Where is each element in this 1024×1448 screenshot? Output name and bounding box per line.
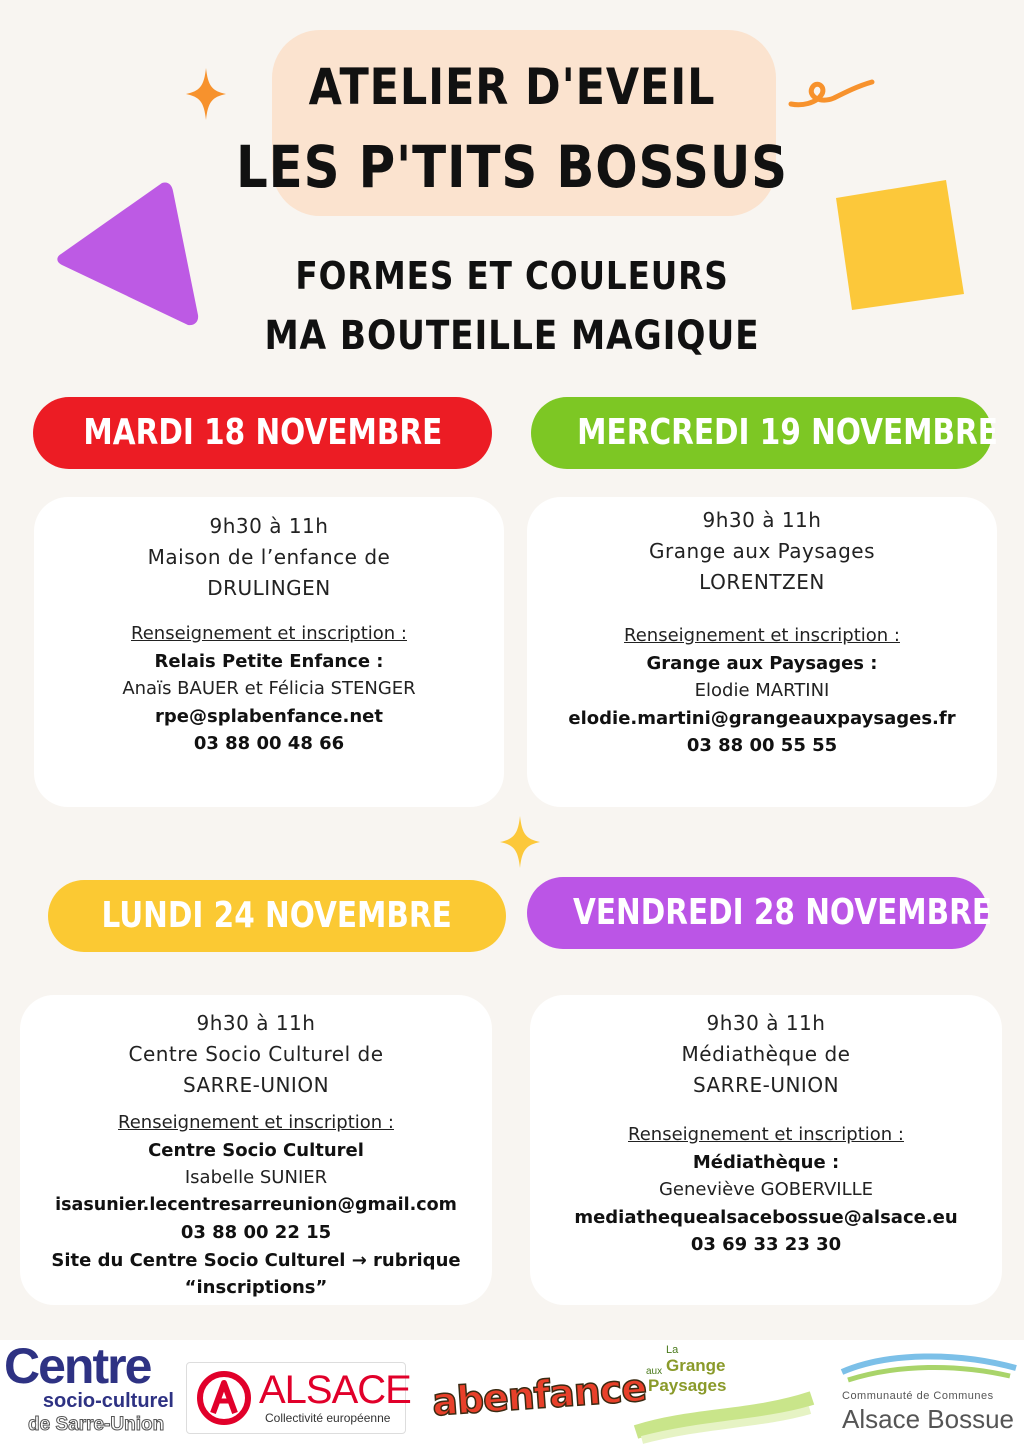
contact-name: Geneviève GOBERVILLE [658, 1179, 874, 1200]
contact-email[interactable]: mediathequealsacebossue@alsace.eu [574, 1206, 958, 1228]
organizer: Centre Socio Culturel [148, 1139, 364, 1161]
session-time: 9h30 à 11h [209, 514, 329, 538]
subtitle-line-2: MA BOUTEILLE MAGIQUE [264, 313, 760, 359]
logo-comcom-line1: Communauté de Communes [842, 1390, 994, 1402]
session-time: 9h30 à 11h [196, 1011, 316, 1035]
logo-grange-aux-paysages [632, 1344, 816, 1444]
day-banner-mercredi [531, 397, 998, 469]
contact-phone: 03 88 00 55 55 [686, 735, 838, 756]
session-time: 9h30 à 11h [702, 508, 822, 532]
day-banner-label: MARDI 18 NOVEMBRE [83, 412, 442, 453]
contact-phone: 03 69 33 23 30 [690, 1234, 842, 1255]
logo-alsace [186, 1362, 411, 1434]
subtitle-line-1: FORMES ET COULEURS [295, 254, 729, 298]
contact-email[interactable]: elodie.martini@grangeauxpaysages.fr [568, 707, 956, 729]
contact-name: Isabelle SUNIER [184, 1167, 328, 1188]
title-line-1: ATELIER D'EVEIL [308, 58, 716, 116]
website-note-line2: “inscriptions” [184, 1277, 328, 1298]
day-banner-mardi [33, 397, 492, 469]
day-banner-label: LUNDI 24 NOVEMBRE [101, 895, 453, 936]
organizer: Grange aux Paysages : [646, 652, 878, 674]
session-place-line1: Médiathèque de [681, 1042, 851, 1066]
session-place-line1: Centre Socio Culturel de [128, 1042, 384, 1066]
info-label: Renseignement et inscription : [624, 625, 900, 646]
session-card-mercredi [527, 497, 997, 807]
logo-alsace-tagline: Collectivité européenne [265, 1411, 391, 1425]
logo-grange-line2: Paysages [648, 1376, 727, 1395]
session-time: 9h30 à 11h [706, 1011, 826, 1035]
organizer: Médiathèque : [692, 1151, 840, 1173]
session-place-line2: SARRE-UNION [692, 1073, 840, 1097]
session-card-mardi [34, 497, 504, 807]
yellow-sparkle-icon [498, 814, 542, 870]
session-place-line1: Maison de l’enfance de [147, 545, 391, 569]
logo-abenfance: abenfance [430, 1365, 648, 1425]
contact-email[interactable]: rpe@splabenfance.net [155, 705, 383, 727]
logo-centre-word: Centre [4, 1338, 151, 1394]
info-label: Renseignement et inscription : [118, 1112, 394, 1133]
contact-phone: 03 88 00 22 15 [180, 1222, 332, 1243]
logo-centre-socio-culturel [4, 1338, 178, 1442]
logo-centre-line2: socio-culturel [42, 1390, 174, 1412]
partner-logos-strip [0, 1340, 1024, 1448]
logo-alsace-word: ALSACE [259, 1368, 411, 1412]
info-label: Renseignement et inscription : [131, 623, 407, 644]
contact-email[interactable]: isasunier.lecentresarreunion@gmail.com [55, 1194, 457, 1215]
contact-phone: 03 88 00 48 66 [193, 733, 345, 754]
info-label: Renseignement et inscription : [628, 1124, 904, 1145]
logo-grange-word: Grange [666, 1356, 726, 1375]
logo-comcom-line2: Alsace Bossue [842, 1404, 1014, 1434]
alsace-emblem-icon [195, 1369, 253, 1427]
session-place-line1: Grange aux Paysages [649, 539, 875, 563]
day-banner-vendredi [527, 877, 993, 949]
day-banner-lundi [48, 880, 506, 952]
alsace-bossue-waves-icon [838, 1346, 1020, 1386]
session-card-lundi [20, 995, 492, 1305]
day-banner-label: VENDREDI 28 NOVEMBRE [572, 892, 993, 933]
organizer: Relais Petite Enfance : [154, 650, 384, 672]
day-banner-label: MERCREDI 19 NOVEMBRE [577, 412, 998, 453]
logo-centre-line3: de Sarre-Union [28, 1414, 165, 1435]
contact-name: Elodie MARTINI [694, 680, 830, 701]
title-line-2: LES P'TITS BOSSUS [236, 133, 788, 201]
logo-grange-small: La [666, 1344, 679, 1356]
session-place-line2: DRULINGEN [207, 576, 331, 600]
session-place-line2: LORENTZEN [699, 570, 825, 594]
website-note-line1: Site du Centre Socio Culturel → rubrique [51, 1249, 461, 1271]
contact-name: Anaïs BAUER et Félicia STENGER [122, 678, 416, 699]
logo-alsace-bossue [838, 1346, 1020, 1442]
logo-grange-aux: aux [646, 1366, 663, 1377]
session-place-line2: SARRE-UNION [182, 1073, 330, 1097]
session-card-vendredi [530, 995, 1002, 1305]
